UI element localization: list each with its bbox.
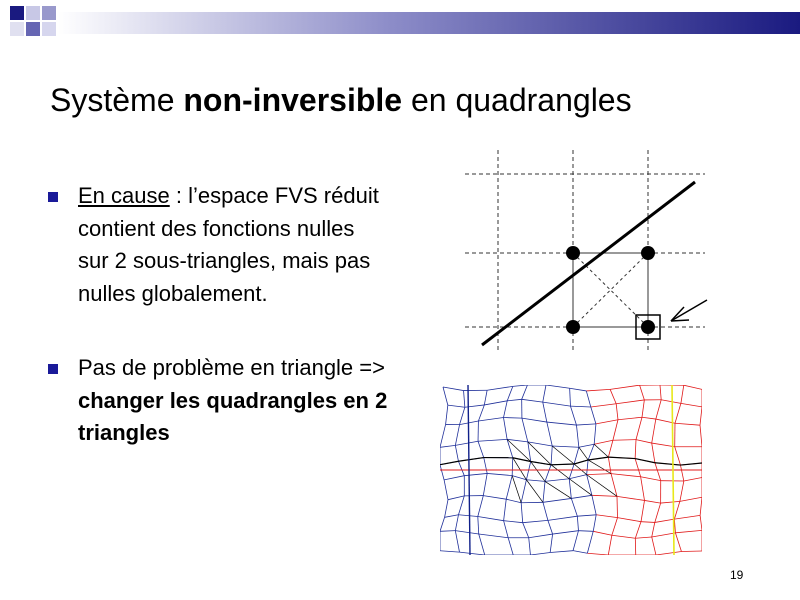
arrow-icon <box>671 300 707 321</box>
square-bullet-icon <box>48 192 58 202</box>
header-decoration <box>0 0 800 50</box>
page-number: 19 <box>730 568 744 582</box>
slide-title: Système non-inversible en quadrangles <box>50 82 632 118</box>
square-bullet-icon <box>48 364 58 374</box>
bullet-list <box>48 180 388 450</box>
cause-text: : l’espace FVS réduit contient des fonctions nulles sur 2 sous-triangles, mais pas nulles globalement. <box>78 183 379 306</box>
solution-bold-text: changer les quadrangles en 2 triangles <box>78 387 388 445</box>
quadrangle-diagram <box>465 145 725 360</box>
bullet-solution <box>48 352 388 450</box>
solution-text: Pas de problème en triangle => <box>78 355 385 380</box>
mesh-image <box>440 385 702 555</box>
cause-label: En cause <box>78 183 170 208</box>
bullet-cause <box>48 180 388 310</box>
